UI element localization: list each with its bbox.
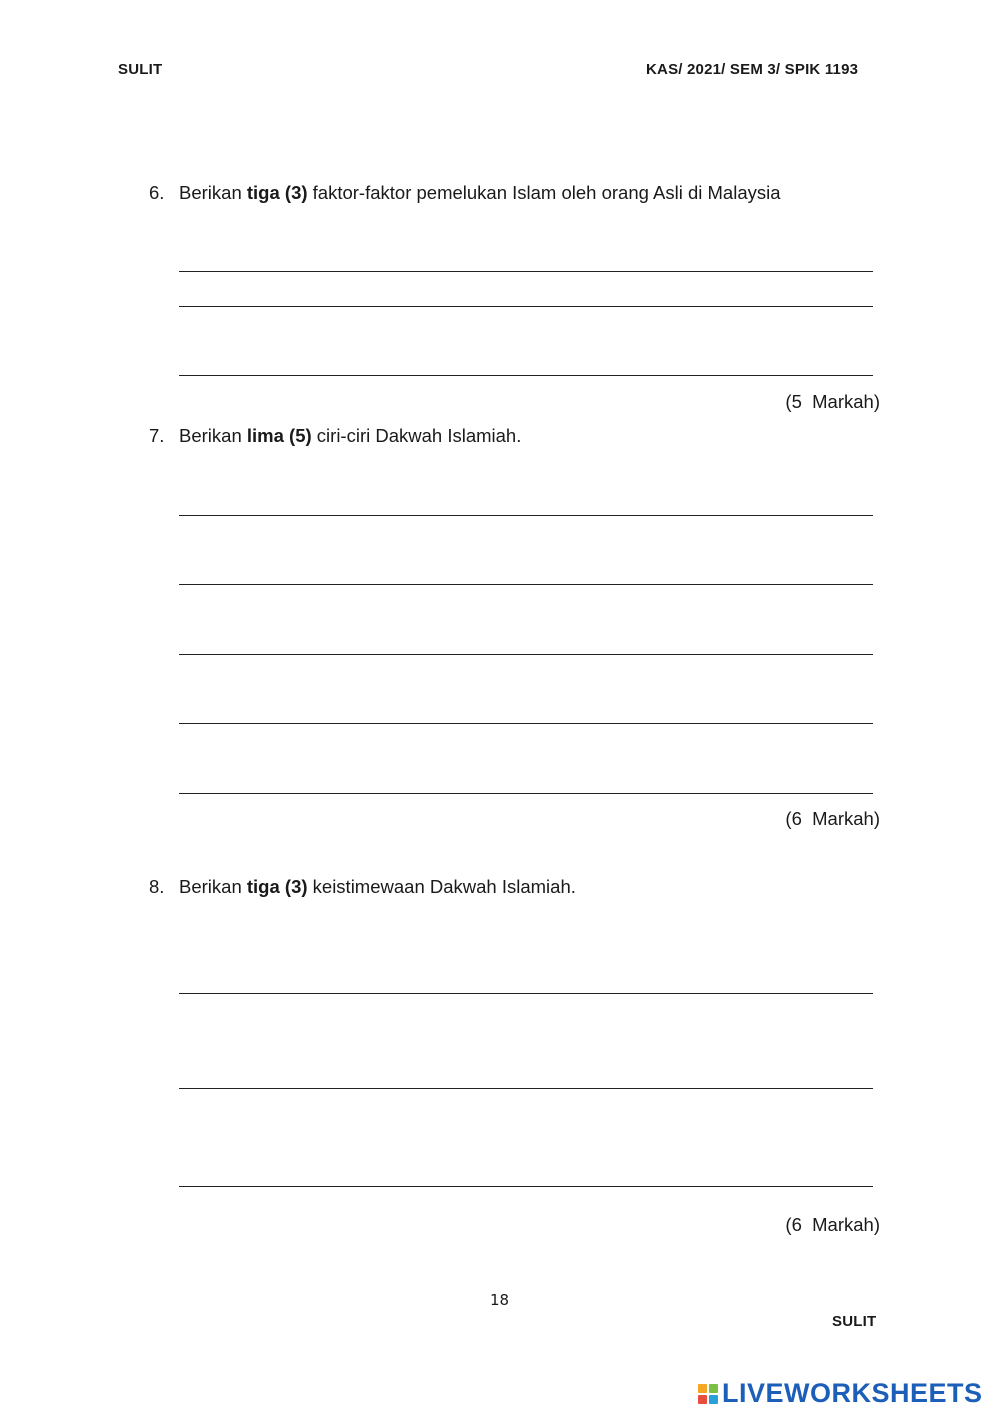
question-7 bbox=[149, 425, 521, 447]
question-number: 7. bbox=[149, 425, 165, 446]
marks-label: (6 Markah) bbox=[785, 808, 880, 829]
question-text: ciri-ciri Dakwah Islamiah. bbox=[311, 425, 522, 446]
marks-label: (6 Markah) bbox=[785, 1214, 880, 1235]
question-6 bbox=[149, 182, 781, 204]
question-count: lima (5) bbox=[246, 425, 312, 446]
answer-line[interactable] bbox=[179, 1088, 873, 1089]
answer-line[interactable] bbox=[179, 584, 873, 585]
question-prefix: Berikan bbox=[179, 182, 247, 203]
answer-line[interactable] bbox=[179, 723, 873, 724]
answer-line[interactable] bbox=[179, 515, 873, 516]
brand-name: LIVEWORKSHEETS bbox=[722, 1378, 983, 1408]
liveworksheets-brand bbox=[698, 1378, 983, 1409]
liveworksheets-logo-icon bbox=[698, 1384, 718, 1404]
answer-line[interactable] bbox=[179, 271, 873, 272]
question-number: 6. bbox=[149, 182, 165, 203]
marks-label: (5 Markah) bbox=[785, 391, 880, 412]
question-number: 8. bbox=[149, 876, 165, 897]
question-prefix: Berikan bbox=[179, 876, 247, 897]
question-text: keistimewaan Dakwah Islamiah. bbox=[307, 876, 576, 897]
answer-line[interactable] bbox=[179, 306, 873, 307]
answer-line[interactable] bbox=[179, 1186, 873, 1187]
answer-line[interactable] bbox=[179, 654, 873, 655]
question-text: faktor-faktor pemelukan Islam oleh orang Asli di Malaysia bbox=[307, 182, 781, 203]
question-prefix: Berikan bbox=[179, 425, 247, 446]
header-course-code: KAS/ 2021/ SEM 3/ SPIK 1193 bbox=[646, 61, 859, 78]
answer-line[interactable] bbox=[179, 993, 873, 994]
answer-line[interactable] bbox=[179, 375, 873, 376]
page-number: 18 bbox=[490, 1291, 510, 1309]
question-8 bbox=[149, 876, 576, 898]
footer-label: SULIT bbox=[832, 1313, 877, 1330]
answer-line[interactable] bbox=[179, 793, 873, 794]
header-left-label: SULIT bbox=[118, 61, 163, 78]
question-count: tiga (3) bbox=[246, 182, 308, 203]
question-count: tiga (3) bbox=[246, 876, 308, 897]
